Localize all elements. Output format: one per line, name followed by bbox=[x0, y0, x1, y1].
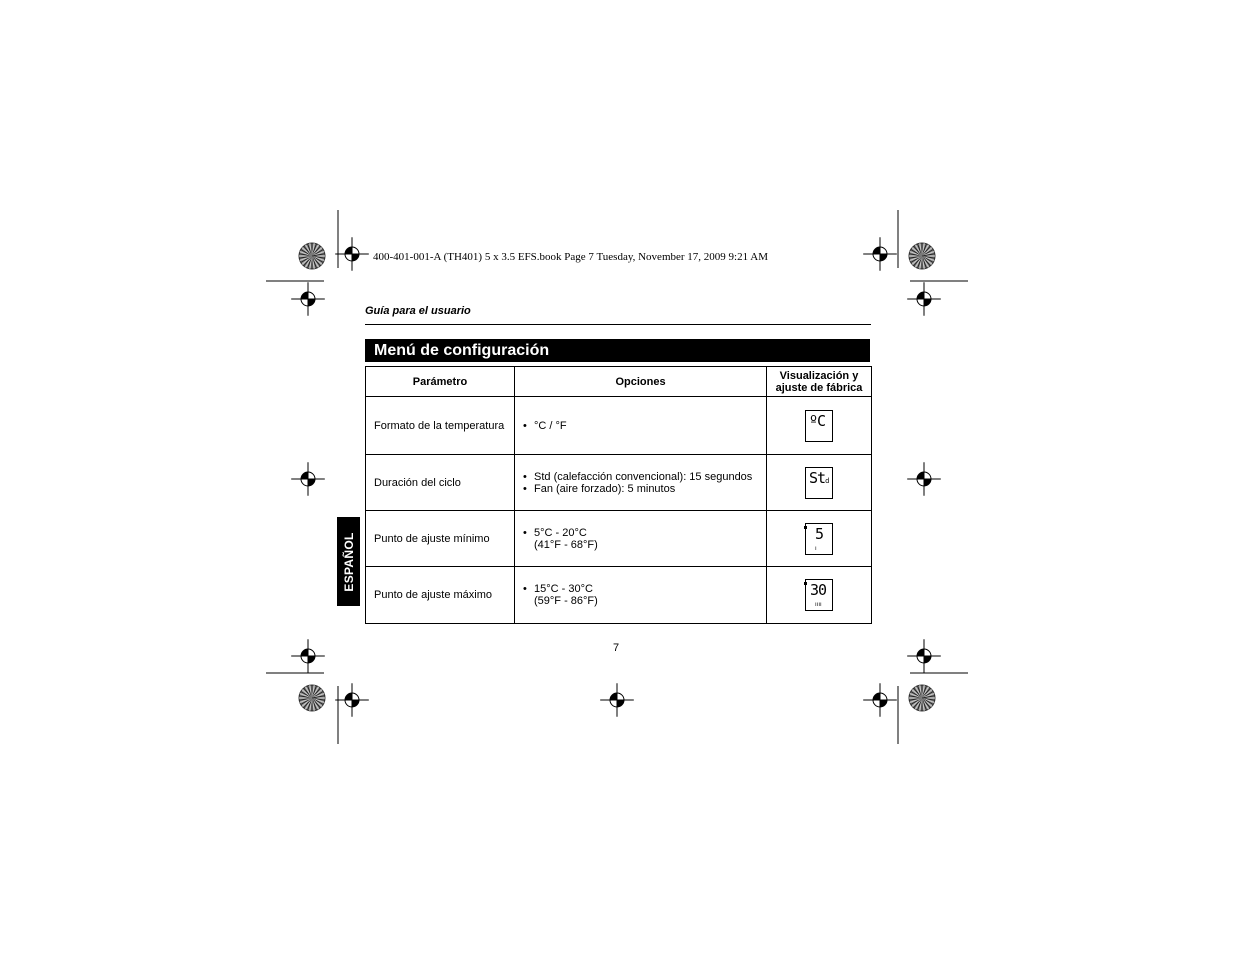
page-number: 7 bbox=[613, 642, 620, 654]
option-item: • 5°C - 20°C (41°F - 68°F) bbox=[523, 527, 766, 551]
row-options bbox=[515, 511, 767, 567]
table-row bbox=[366, 397, 872, 455]
row-display bbox=[767, 511, 872, 567]
table-header-row bbox=[366, 367, 872, 397]
header-display-text: Visualización y ajuste de fábrica bbox=[775, 369, 863, 394]
row-param: Formato de la temperatura bbox=[366, 397, 515, 455]
color-bar-starburst-icon bbox=[299, 243, 325, 269]
lcd-display-icon: ºC bbox=[805, 410, 833, 442]
option-item: • 15°C - 30°C (59°F - 86°F) bbox=[523, 583, 766, 607]
row-param: Punto de ajuste mínimo bbox=[366, 511, 515, 567]
table-row bbox=[366, 567, 872, 624]
option-item: • °C / °F bbox=[523, 420, 766, 432]
row-display bbox=[767, 397, 872, 455]
header-options: Opciones bbox=[515, 367, 767, 397]
row-param: Punto de ajuste máximo bbox=[366, 567, 515, 624]
row-options bbox=[515, 455, 767, 511]
color-bar-starburst-icon bbox=[299, 685, 325, 711]
language-tab-label: ESPAÑOL bbox=[341, 531, 356, 592]
lcd-display-icon: 5 ı bbox=[805, 523, 833, 555]
file-header: 400-401-001-A (TH401) 5 x 3.5 EFS.book Page 7 Tuesday, November 17, 2009 9:21 AM bbox=[373, 251, 768, 263]
option-item: • Fan (aire forzado): 5 minutos bbox=[523, 483, 766, 495]
header-rule bbox=[365, 324, 871, 325]
row-options bbox=[515, 397, 767, 455]
lcd-display-icon: Std bbox=[805, 467, 833, 499]
row-param: Duración del ciclo bbox=[366, 455, 515, 511]
header-display bbox=[767, 367, 872, 397]
header-param: Parámetro bbox=[366, 367, 515, 397]
row-options bbox=[515, 567, 767, 624]
config-table bbox=[365, 366, 872, 624]
table-row bbox=[366, 511, 872, 567]
table-row bbox=[366, 455, 872, 511]
row-display bbox=[767, 455, 872, 511]
lcd-display-icon: 30 ıııı bbox=[805, 579, 833, 611]
section-title: Menú de configuración bbox=[365, 339, 870, 362]
language-tab bbox=[337, 517, 360, 606]
option-item: • Std (calefacción convencional): 15 segundos bbox=[523, 471, 766, 483]
row-display bbox=[767, 567, 872, 624]
color-bar-starburst-icon bbox=[909, 243, 935, 269]
color-bar-starburst-icon bbox=[909, 685, 935, 711]
running-head: Guía para el usuario bbox=[365, 305, 471, 317]
